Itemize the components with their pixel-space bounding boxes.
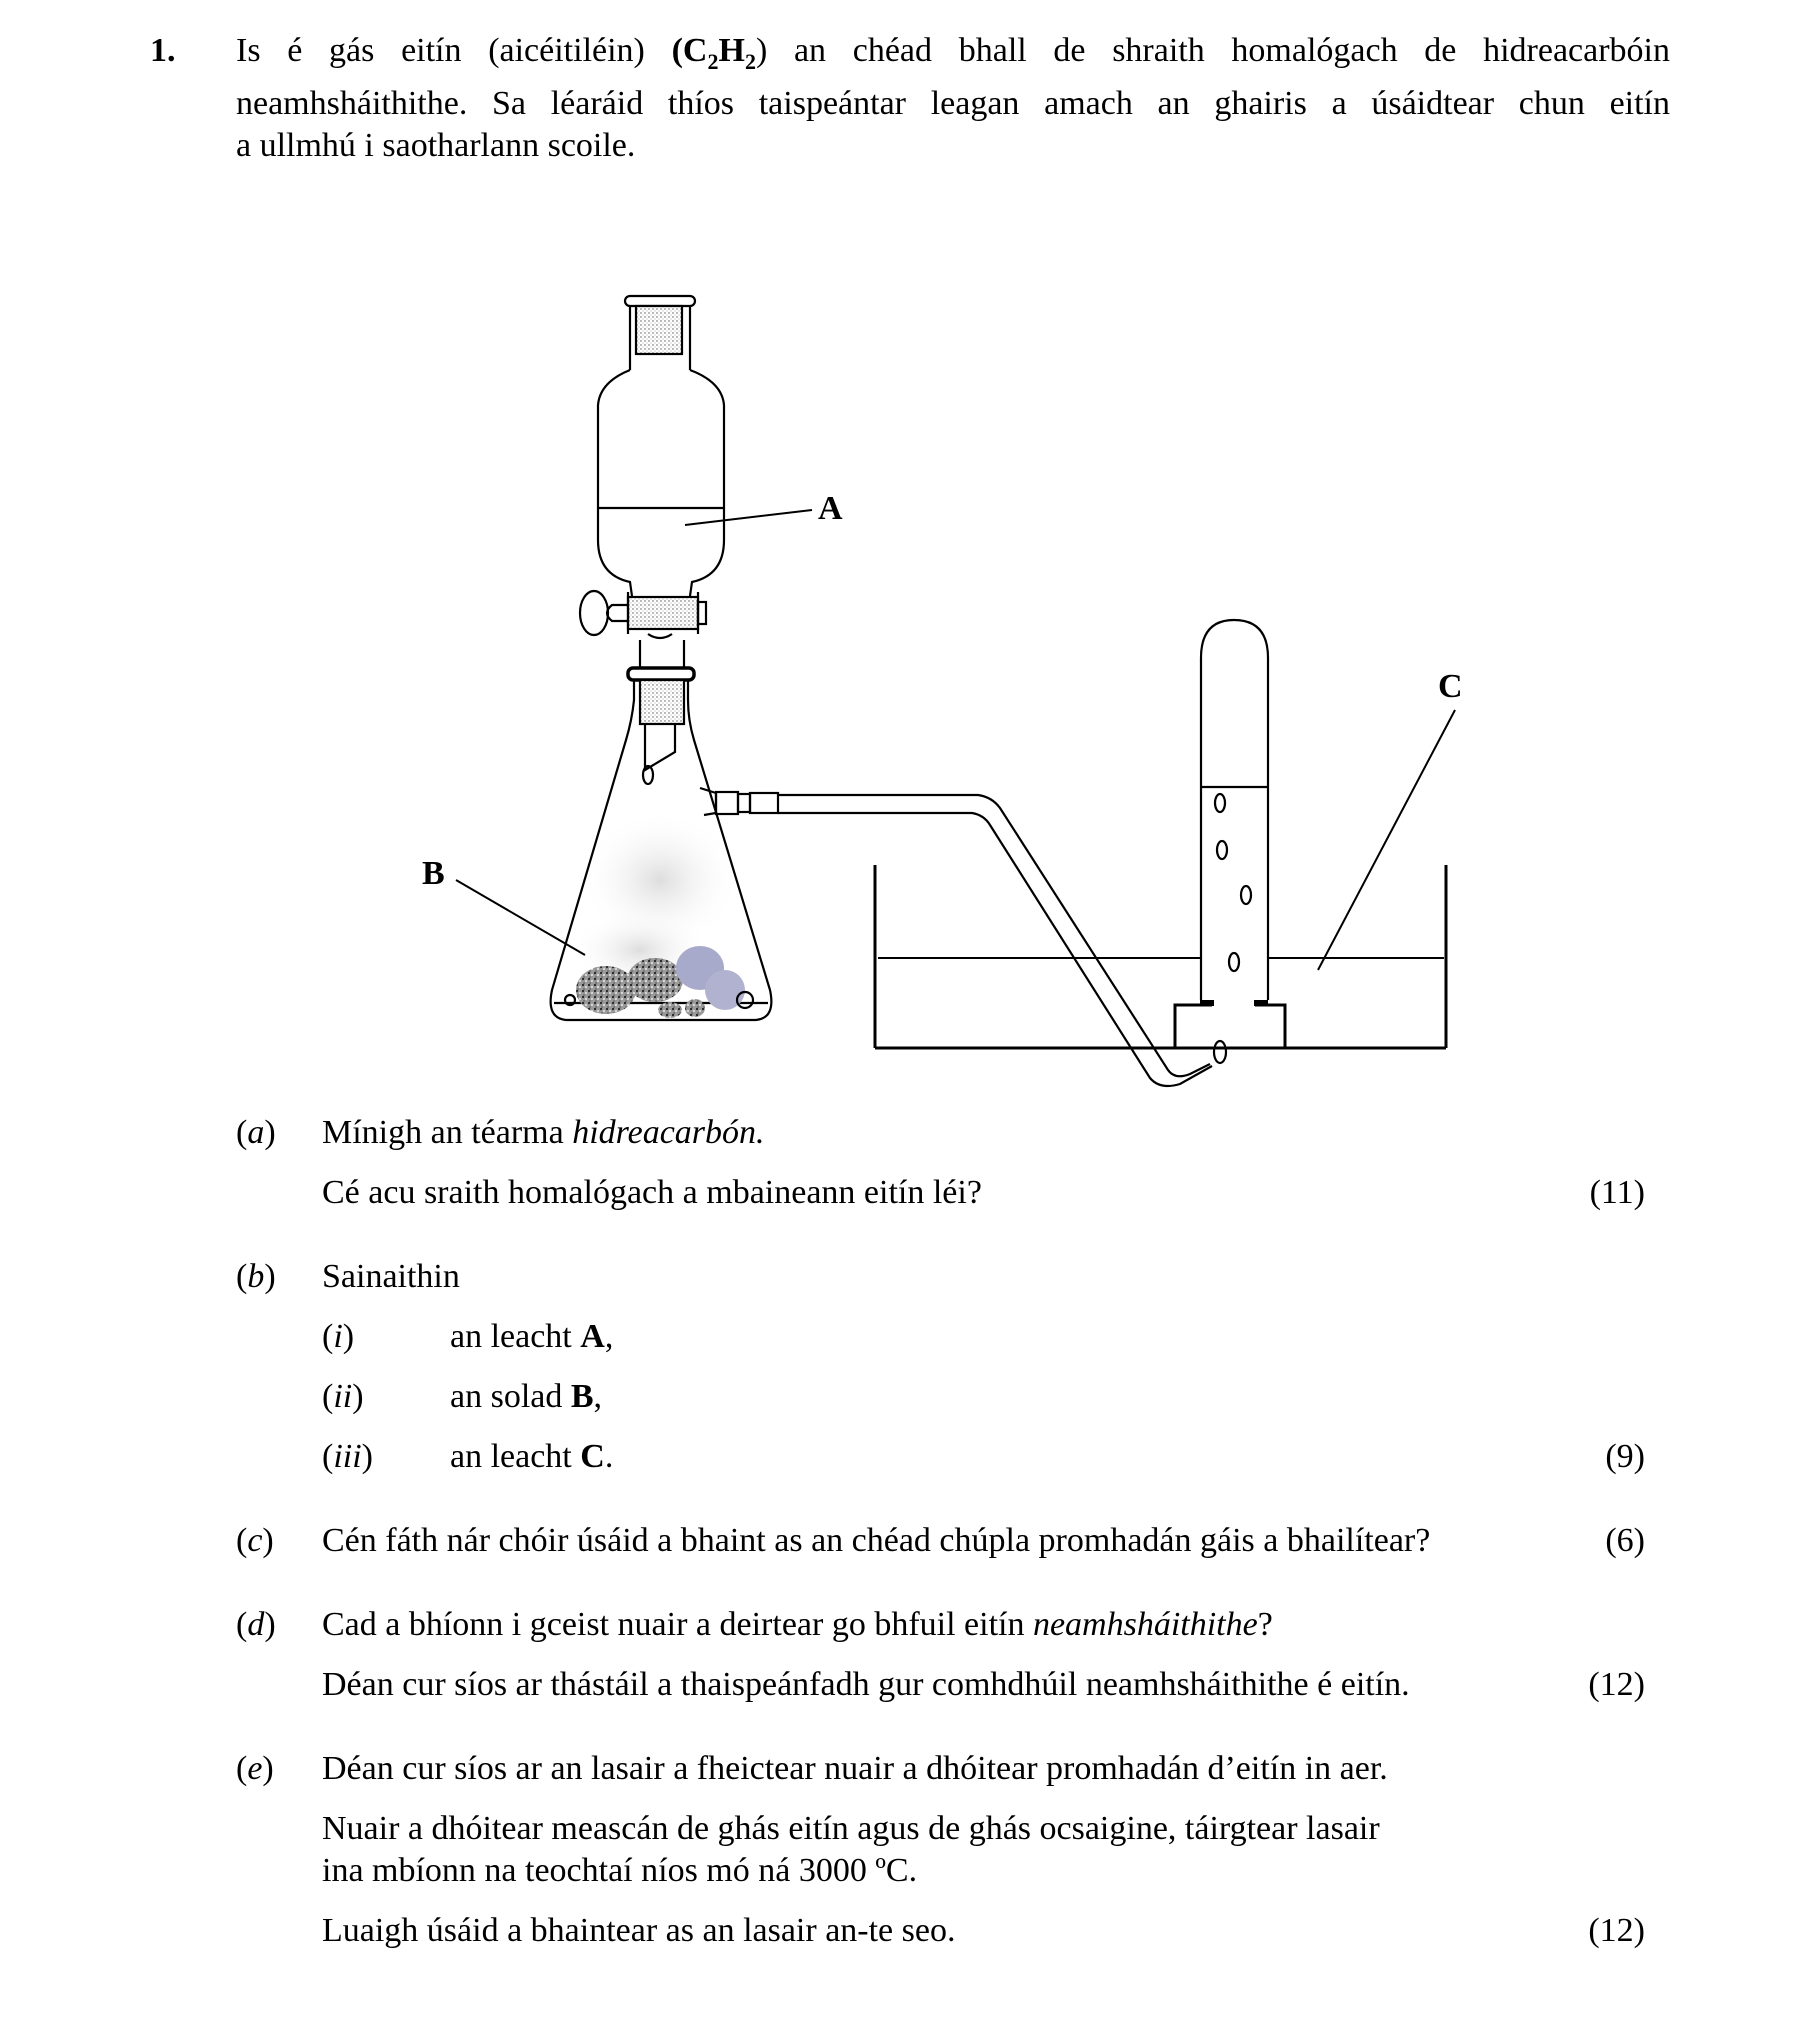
- part-e-line3: ina mbíonn na teochtaí níos mó ná 3000 ºC.: [322, 1852, 918, 1889]
- part-c-text: Cén fáth nár chóir úsáid a bhaint as an chéad chúpla promhadán gáis a bhailítear?: [322, 1522, 1431, 1559]
- delivery-tube: [778, 795, 1226, 1086]
- part-a-line1: Mínigh an téarma hidreacarbón.: [322, 1114, 765, 1151]
- intro-line-2: neamhsháithithe. Sa léaráid thíos taispeántar leagan amach an ghairis a úsáidtear chun eitín: [236, 84, 1670, 122]
- part-b-item-3: an leacht C.: [450, 1438, 614, 1475]
- part-b-item-1: an leacht A,: [450, 1318, 614, 1355]
- part-e-marks: (12): [1588, 1912, 1645, 1949]
- part-a-line2: Cé acu sraith homalógach a mbaineann eitín léi?: [322, 1174, 982, 1211]
- label-b: B: [422, 855, 445, 892]
- part-e-line2: Nuair a dhóitear meascán de ghás eitín agus de ghás ocsaigine, táirgtear lasair: [322, 1810, 1380, 1847]
- formula-c2h2: ($C_2H_2$: [671, 32, 756, 74]
- part-c-marks: (6): [1605, 1522, 1645, 1559]
- label-a: A: [818, 490, 843, 527]
- dropping-funnel: [580, 296, 724, 784]
- part-d-line2: Déan cur síos ar thástáil a thaispeánfadh gur comhdhúil neamhsháithithe é eitín.: [322, 1666, 1410, 1703]
- part-e-label: (e): [236, 1750, 274, 1787]
- gas-jar-test-tube: [1201, 620, 1268, 1000]
- part-e-line1: Déan cur síos ar an lasair a fheictear nuair a dhóitear promhadán d’eitín in aer.: [322, 1750, 1388, 1787]
- part-b-item-2-num: (ii): [322, 1378, 364, 1415]
- part-d-marks: (12): [1588, 1666, 1645, 1703]
- conical-flask: [551, 680, 778, 1020]
- label-c: C: [1438, 668, 1463, 705]
- part-b-label: (b): [236, 1258, 276, 1295]
- part-b-item-3-num: (iii): [322, 1438, 373, 1475]
- part-b-item-1-num: (i): [322, 1318, 355, 1355]
- part-a-marks: (11): [1589, 1174, 1645, 1211]
- question-number: 1.: [150, 32, 176, 69]
- trough: [875, 865, 1446, 1048]
- intro-line-3: a ullmhú i saotharlann scoile.: [236, 126, 636, 164]
- part-d-line1: Cad a bhíonn i gceist nuair a deirtear go bhfuil eitín neamhsháithithe?: [322, 1606, 1273, 1643]
- part-e-line4: Luaigh úsáid a bhaintear as an lasair an-te seo.: [322, 1912, 956, 1949]
- part-b-item-2: an solad B,: [450, 1378, 603, 1415]
- part-d-label: (d): [236, 1606, 276, 1643]
- part-c-label: (c): [236, 1522, 274, 1559]
- intro-line-1: Is é gás eitín (aicéitiléin) $(C_2H_2)$ an chéad bhall de shraith homalógach de hidreacarbóin: [236, 32, 1670, 74]
- part-b-marks: (9): [1605, 1438, 1645, 1475]
- part-b-intro: Sainaithin: [322, 1258, 460, 1295]
- part-a-label: (a): [236, 1114, 276, 1151]
